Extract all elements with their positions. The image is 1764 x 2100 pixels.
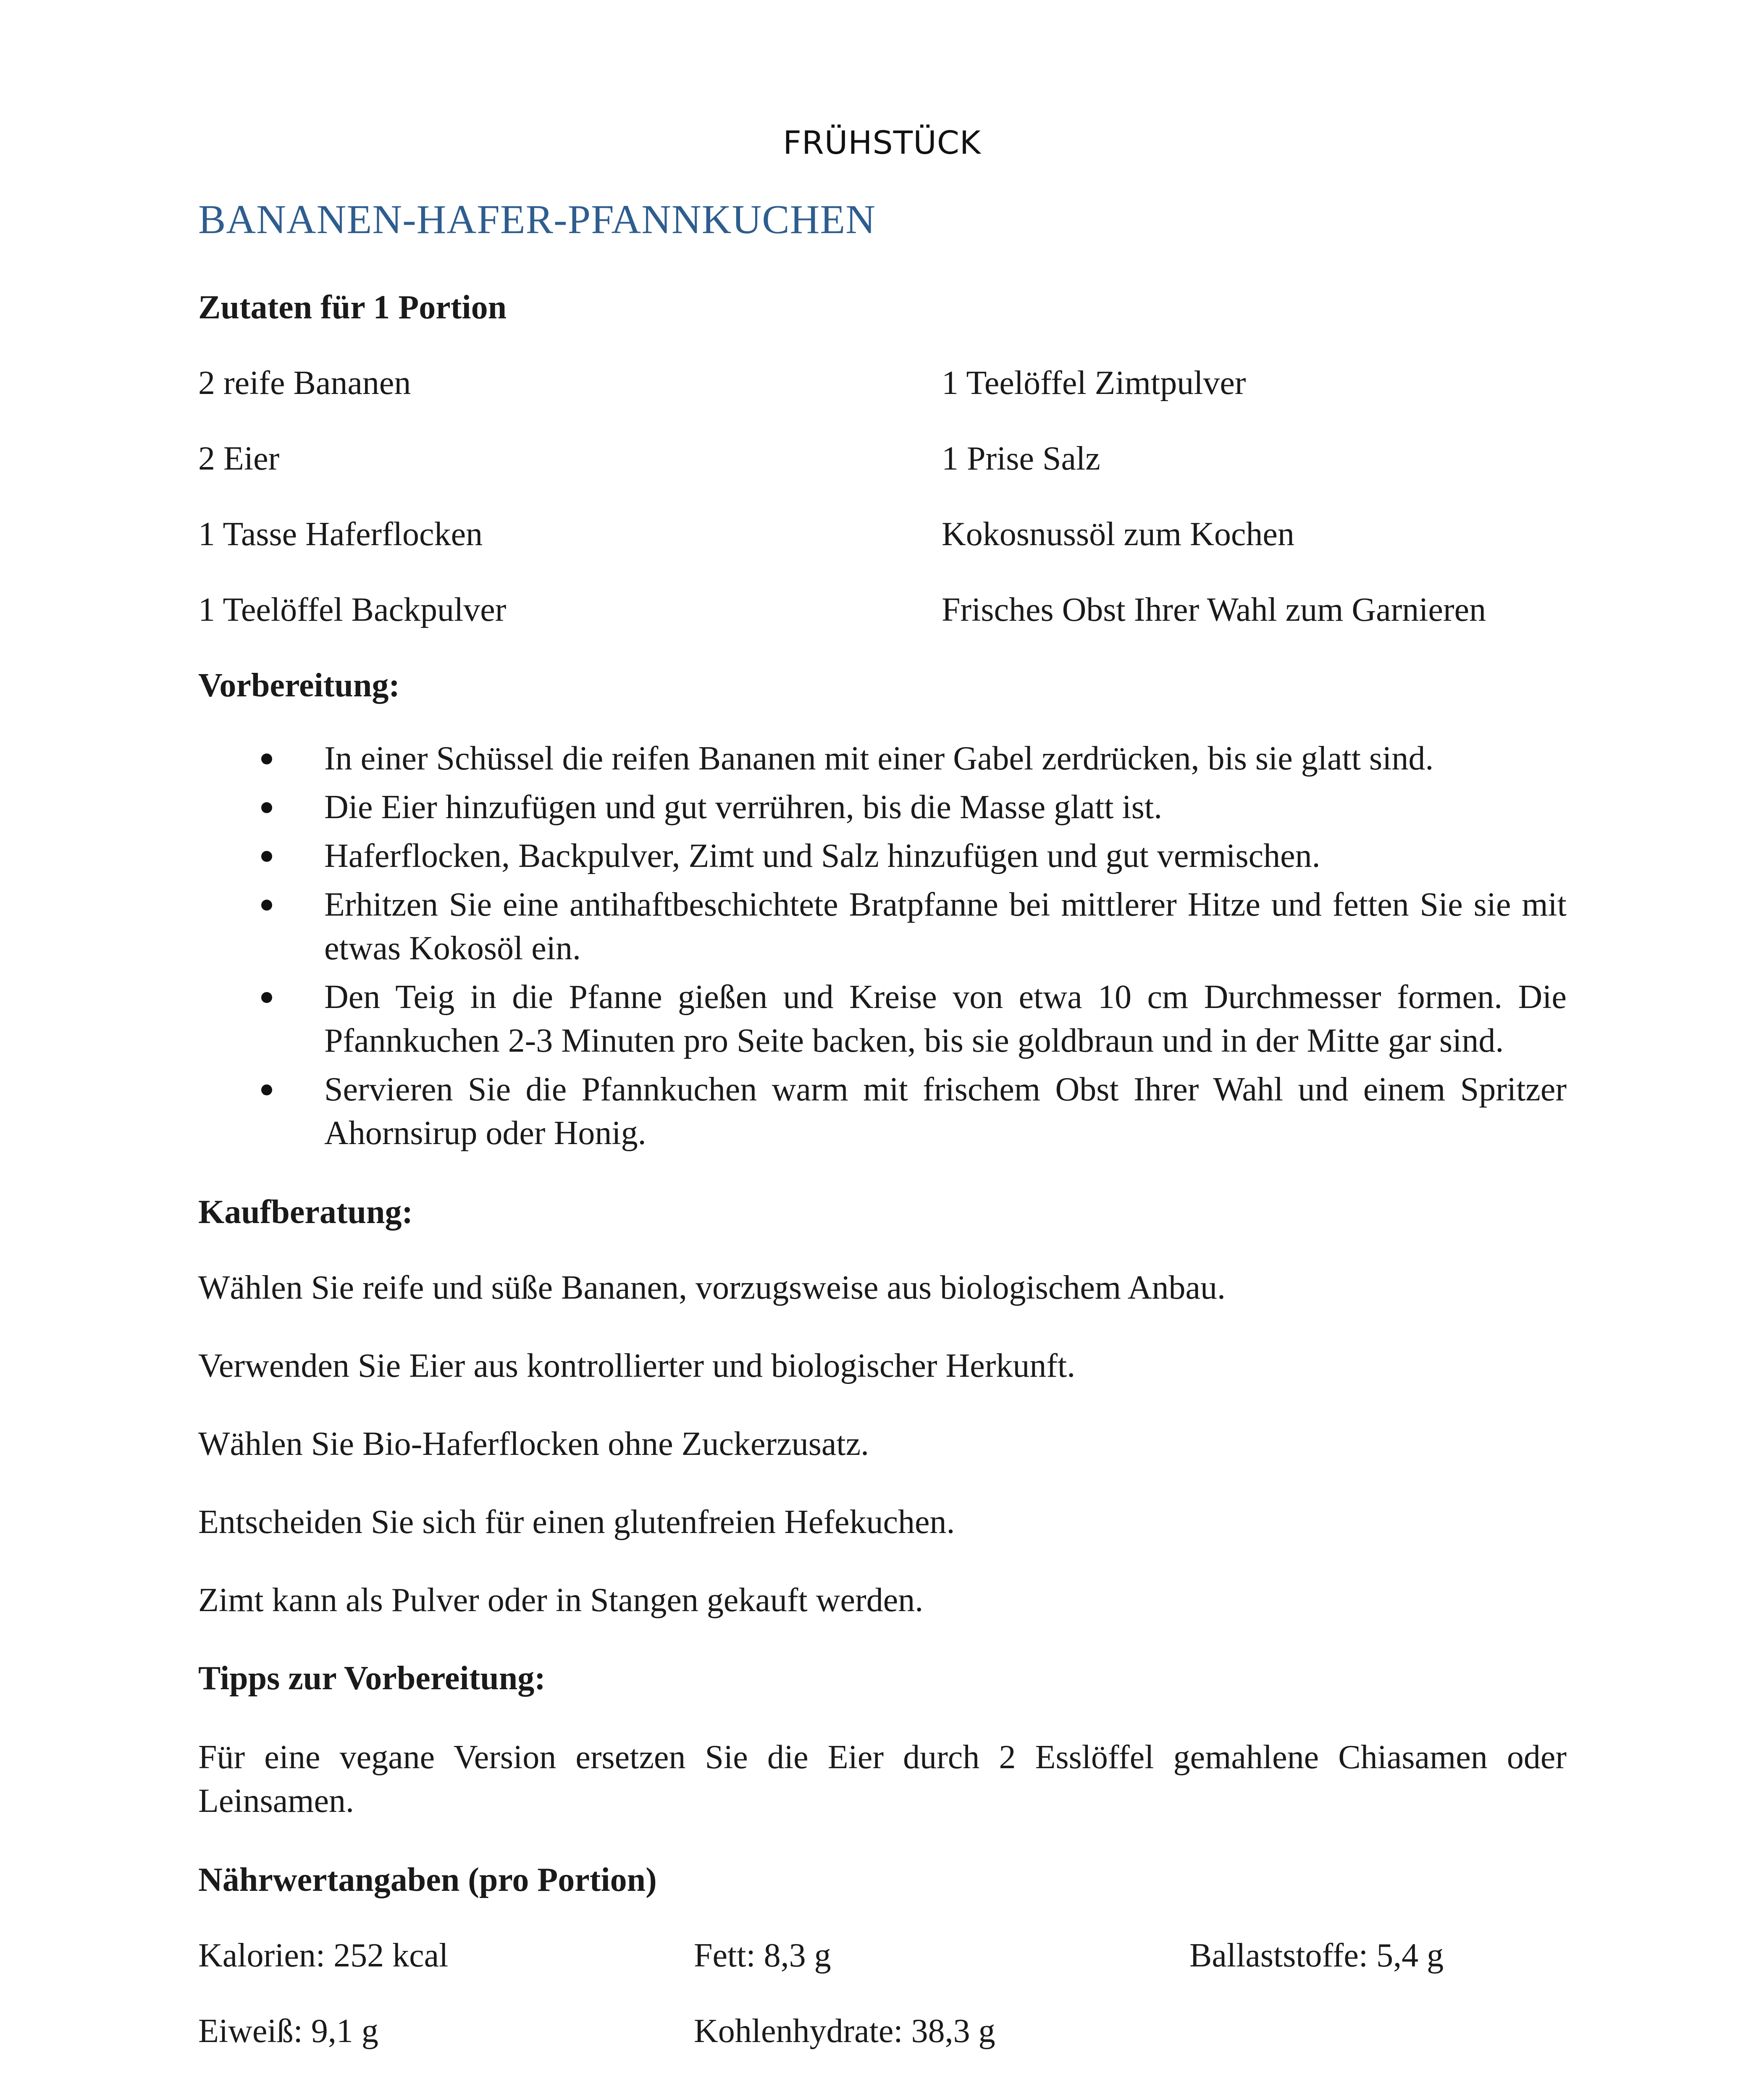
- preparation-step-text: Haferflocken, Backpulver, Zimt und Salz hinzufügen und gut vermischen.: [324, 837, 1320, 874]
- ingredient-item: 2 Eier: [198, 440, 280, 477]
- nutrition-table: [198, 1937, 1567, 2050]
- preparation-step: [198, 1068, 1567, 1155]
- ingredient-item: 1 Tasse Haferflocken: [198, 515, 483, 553]
- tips-text: Für eine vegane Version ersetzen Sie die Eier durch 2 Esslöffel gemahlene Chiasamen oder Leinsamen.: [198, 1738, 1567, 1819]
- preparation-step-text: Erhitzen Sie eine antihaftbeschichtete Bratpfanne bei mittlerer Hitze und fetten Sie sie mit etwas Kokosöl ein.: [324, 886, 1567, 967]
- preparation-step: [198, 883, 1567, 970]
- running-header: FRÜHSTÜCK: [783, 124, 981, 161]
- preparation-step: [198, 785, 1567, 829]
- nutrition-carbs: Kohlenhydrate: 38,3 g: [694, 2012, 995, 2050]
- shopping-tip: Wählen Sie reife und süße Bananen, vorzugsweise aus biologischem Anbau.: [198, 1269, 1226, 1306]
- bullet-icon: [261, 802, 272, 813]
- preparation-step-text: Den Teig in die Pfanne gießen und Kreise von etwa 10 cm Durchmesser formen. Die Pfannkuchen 2-3 Minuten pro Seite backen, bis sie goldbraun und in der Mitte gar sind.: [324, 978, 1567, 1059]
- nutrition-calories: Kalorien: 252 kcal: [198, 1937, 449, 1974]
- shopping-heading: Kaufberatung:: [198, 1193, 413, 1231]
- preparation-step-text: In einer Schüssel die reifen Bananen mit einer Gabel zerdrücken, bis sie glatt sind.: [324, 740, 1434, 777]
- shopping-tip: Zimt kann als Pulver oder in Stangen gekauft werden.: [198, 1581, 924, 1619]
- ingredients-list: [198, 365, 1567, 628]
- ingredient-item: 1 Teelöffel Zimtpulver: [942, 364, 1246, 402]
- preparation-step: [198, 834, 1567, 878]
- preparation-step: [198, 737, 1567, 780]
- preparation-heading: Vorbereitung:: [198, 667, 400, 704]
- recipe-title: BANANEN-HAFER-PFANNKUCHEN: [198, 197, 876, 242]
- nutrition-protein: Eiweiß: 9,1 g: [198, 2012, 378, 2050]
- bullet-icon: [261, 753, 272, 764]
- tips-heading: Tipps zur Vorbereitung:: [198, 1659, 546, 1697]
- ingredient-item: 2 reife Bananen: [198, 364, 411, 402]
- bullet-icon: [261, 992, 272, 1003]
- preparation-step-text: Servieren Sie die Pfannkuchen warm mit frischem Obst Ihrer Wahl und einem Spritzer Ahornsirup oder Honig.: [324, 1071, 1567, 1152]
- ingredient-item: Frisches Obst Ihrer Wahl zum Garnieren: [942, 591, 1486, 628]
- shopping-tip: Entscheiden Sie sich für einen glutenfreien Hefekuchen.: [198, 1503, 955, 1541]
- preparation-steps: [198, 737, 1567, 1155]
- nutrition-fat: Fett: 8,3 g: [694, 1937, 831, 1974]
- ingredient-item: Kokosnussöl zum Kochen: [942, 515, 1294, 553]
- bullet-icon: [261, 851, 272, 862]
- shopping-tip: Verwenden Sie Eier aus kontrollierter und biologischer Herkunft.: [198, 1347, 1076, 1384]
- ingredient-item: 1 Prise Salz: [942, 440, 1100, 477]
- nutrition-fiber: Ballaststoffe: 5,4 g: [1189, 1937, 1444, 1974]
- shopping-tip: Wählen Sie Bio-Haferflocken ohne Zuckerzusatz.: [198, 1425, 869, 1462]
- bullet-icon: [261, 1084, 272, 1095]
- ingredient-item: 1 Teelöffel Backpulver: [198, 591, 507, 628]
- ingredients-heading: Zutaten für 1 Portion: [198, 289, 507, 326]
- preparation-step-text: Die Eier hinzufügen und gut verrühren, bis die Masse glatt ist.: [324, 788, 1163, 826]
- nutrition-heading: Nährwertangaben (pro Portion): [198, 1861, 657, 1898]
- recipe-content: [198, 197, 1567, 2050]
- preparation-step: [198, 975, 1567, 1063]
- bullet-icon: [261, 900, 272, 911]
